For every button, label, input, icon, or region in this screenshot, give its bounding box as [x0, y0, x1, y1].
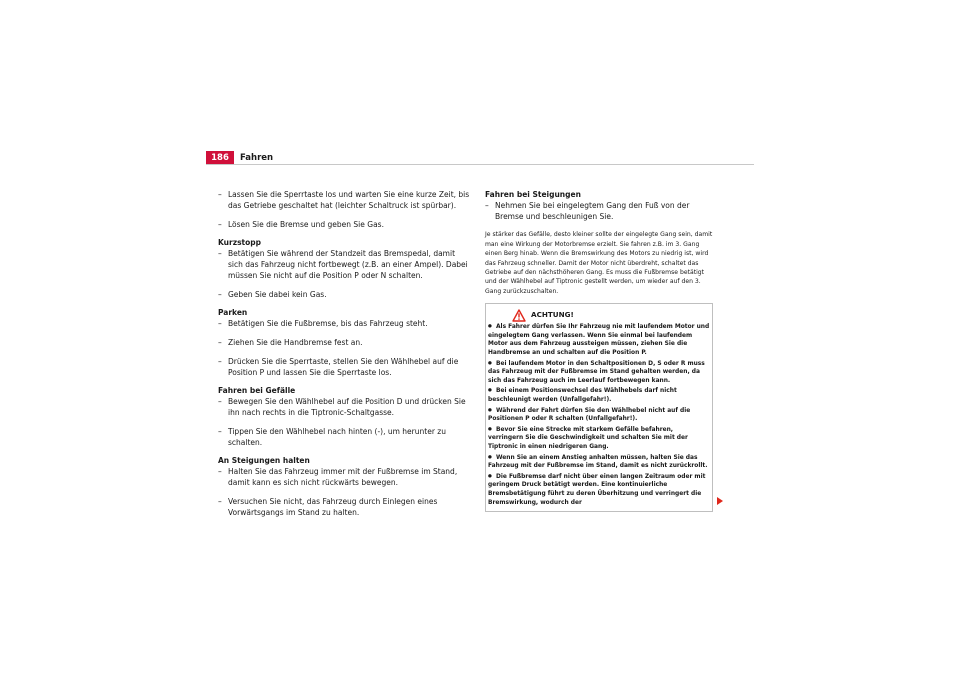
warning-list — [488, 323, 710, 507]
instruction-step: – Tippen Sie den Wählhebel nach hinten (-), um herunter zu schalten. — [218, 426, 446, 447]
bullet-icon: ● — [488, 454, 492, 460]
right-column — [485, 190, 713, 512]
step-text: Lassen Sie die Sperrtaste los und warten Sie eine kurze Zeit, bis das Getriebe geschaltet hat (leichter Schaltruck ist spürbar). — [228, 190, 470, 210]
bullet-icon: ● — [488, 473, 492, 479]
header-divider — [206, 164, 754, 165]
warning-item — [488, 426, 710, 452]
instruction-step: – Halten Sie das Fahrzeug immer mit der Fußbremse im Stand, damit kann es sich nicht rückwärts bewegen. — [218, 467, 458, 487]
warning-title: ACHTUNG! — [531, 309, 574, 319]
instruction-step: – Lassen Sie die Sperrtaste los und warten Sie eine kurze Zeit, bis das Getriebe geschaltet hat (leichter Schaltruck ist spürbar). — [218, 190, 470, 210]
section-title: Fahren — [240, 153, 274, 163]
instruction-step: – Bewegen Sie den Wählhebel auf die Position D und drücken Sie ihn nach rechts in die Tiptronic-Schaltgasse. — [218, 397, 466, 417]
warning-item-text: Bevor Sie eine Strecke mit starkem Gefälle befahren, verringern Sie die Geschwindigkeit und schalten Sie mit der Tiptronic in einen niedrigeren Gang. — [488, 426, 688, 450]
step-text: Nehmen Sie bei eingelegtem Gang den Fuß von der Bremse und beschleunigen Sie. — [495, 200, 690, 221]
bullet-icon: ● — [488, 407, 492, 413]
bullet-icon: ● — [488, 426, 492, 432]
step-text: Bewegen Sie den Wählhebel auf die Position D und drücken Sie ihn nach rechts in die Tiptronic-Schaltgasse. — [228, 397, 466, 417]
bullet-icon: ● — [488, 388, 492, 394]
section-heading: An Steigungen halten — [218, 456, 310, 466]
warning-item-text: Bei laufendem Motor in den Schaltpositionen D, S oder R muss das Fahrzeug mit der Fußbremse im Stand gehalten werden, da sich das Fahrzeug auch im Leerlauf fortbewegen kann. — [488, 360, 705, 384]
instruction-step: – Betätigen Sie während der Standzeit das Bremspedal, damit sich das Fahrzeug nicht fortbewegt (z.B. an einer Ampel). Dabei müssen Sie nicht auf die Position P oder N schalten. — [218, 249, 468, 280]
warning-item — [488, 360, 710, 386]
warning-item — [488, 323, 710, 357]
step-text: Lösen Sie die Bremse und geben Sie Gas. — [228, 219, 384, 229]
warning-item-text: Bei einem Positionswechsel des Wählhebels darf nicht beschleunigt werden (Unfallgefahr!). — [488, 388, 677, 403]
warning-item-text: Während der Fahrt dürfen Sie den Wählhebel nicht auf die Positionen P oder R schalten (Unfallgefahr!). — [488, 407, 691, 423]
instruction-step: – Drücken Sie die Sperrtaste, stellen Sie den Wählhebel auf die Position P und lassen Sie die Sperrtaste los. — [218, 356, 459, 377]
heading-fahren-bei-steigungen: Fahren bei Steigungen — [485, 190, 581, 199]
instruction-step: – Ziehen Sie die Handbremse fest an. — [218, 337, 363, 347]
step-text: Ziehen Sie die Handbremse fest an. — [228, 337, 363, 347]
step-text: Tippen Sie den Wählhebel nach hinten (-), um herunter zu schalten. — [228, 426, 446, 447]
section-heading: Parken — [218, 308, 248, 318]
instruction-step: – Versuchen Sie nicht, das Fahrzeug durch Einlegen eines Vorwärtsgangs im Stand zu halten. — [218, 496, 438, 517]
step-text: Betätigen Sie während der Standzeit das Bremspedal, damit sich das Fahrzeug nicht fortbewegt (z.B. an einer Ampel). Dabei müssen Sie nicht auf die Position P oder N schalten. — [228, 249, 468, 280]
step-text: Geben Sie dabei kein Gas. — [228, 289, 327, 299]
warning-item — [488, 407, 710, 424]
warning-triangle-icon — [512, 309, 526, 322]
step-text: Versuchen Sie nicht, das Fahrzeug durch Einlegen eines Vorwärtsgangs im Stand zu halten. — [228, 496, 438, 517]
warning-item-text: Die Fußbremse darf nicht über einen langen Zeitraum oder mit geringem Druck betätigt werden. Eine kontinuierliche Bremsbetätigung führt zu deren Überhitzung und verringert die Bremswirkung, wodurch der — [488, 473, 706, 506]
continue-arrow-icon — [717, 497, 723, 505]
step-text: Drücken Sie die Sperrtaste, stellen Sie den Wählhebel auf die Position P und lassen Sie die Sperrtaste los. — [228, 356, 459, 377]
instruction-step: – Betätigen Sie die Fußbremse, bis das Fahrzeug steht. — [218, 319, 428, 329]
warning-box — [485, 303, 713, 512]
warning-item — [488, 454, 710, 471]
step-text: Betätigen Sie die Fußbremse, bis das Fahrzeug steht. — [228, 319, 428, 329]
instruction-step: – Geben Sie dabei kein Gas. — [218, 289, 327, 299]
page-number: 186 — [206, 151, 234, 165]
section-heading: Fahren bei Gefälle — [218, 386, 296, 396]
step-text: Halten Sie das Fahrzeug immer mit der Fußbremse im Stand, damit kann es sich nicht rückwärts bewegen. — [228, 467, 458, 487]
warning-item-text: Als Fahrer dürfen Sie Ihr Fahrzeug nie mit laufendem Motor und eingelegtem Gang verlassen. Wenn Sie einmal bei laufendem Motor aus dem Fahrzeug aussteigen müssen, ziehen Sie die Handbremse an und schalten auf die Position P. — [488, 324, 710, 357]
bullet-icon: ● — [488, 360, 492, 366]
warning-item — [488, 387, 710, 404]
note-paragraph: Je stärker das Gefälle, desto kleiner sollte der eingelegte Gang sein, damit man eine Wirkung der Motorbremse erzielt. Sie fahren z.B. im 3. Gang einen Berg hinab. Wenn die Bremswirkung des Motors zu niedrig ist, wird das Fahrzeug schneller. Damit der Motor nicht überdreht, schaltet das Getriebe auf den nächsthöheren Gang. Es muss die Fußbremse betätigt und der Wählhebel auf Tiptronic gestellt werden, um wieder auf den 3. Gang zurückzuschalten. — [485, 231, 713, 295]
page-header — [206, 151, 754, 165]
warning-item-text: Wenn Sie an einem Anstieg anhalten müssen, halten Sie das Fahrzeug mit der Fußbremse im Stand, damit es nicht zurückrollt. — [488, 454, 708, 470]
left-column — [218, 190, 470, 526]
bullet-icon: ● — [488, 324, 492, 330]
warning-item — [488, 473, 710, 507]
instruction-step: – Lösen Sie die Bremse und geben Sie Gas. — [218, 219, 384, 229]
warning-header — [512, 307, 710, 323]
instruction-step: – Nehmen Sie bei eingelegtem Gang den Fuß von der Bremse und beschleunigen Sie. — [485, 200, 690, 221]
section-heading: Kurzstopp — [218, 238, 262, 248]
